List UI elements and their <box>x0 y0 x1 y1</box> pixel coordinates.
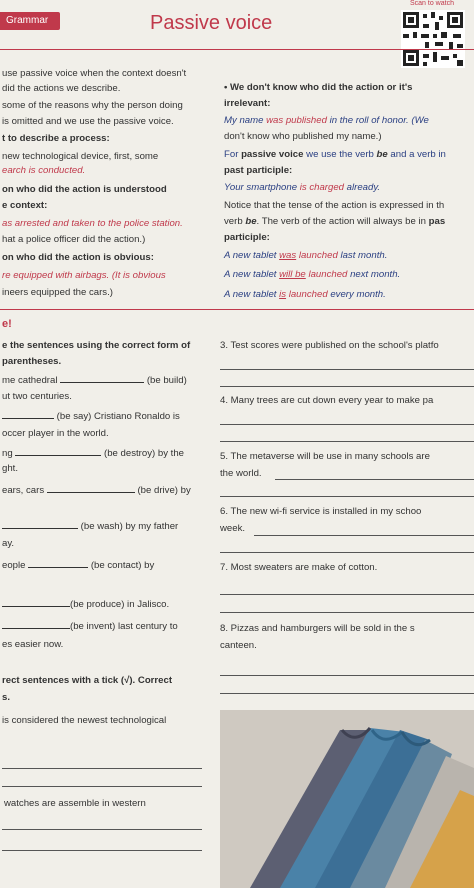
exercise-item: the world. <box>220 468 262 479</box>
answer-line[interactable] <box>220 594 474 595</box>
theory-line: don't know who published my name.) <box>224 131 382 142</box>
exercise-item: ut two centuries. <box>2 391 72 402</box>
section-divider <box>0 309 474 310</box>
exercise-instruction: parentheses. <box>2 356 62 367</box>
theory-heading: on who did the action is obvious: <box>2 252 154 263</box>
theory-example: A new tablet is launched every month. <box>224 289 386 300</box>
page-title: Passive voice <box>150 12 273 34</box>
sweaters-photo <box>220 710 474 888</box>
exercise-instruction: rect sentences with a tick (√). Correct <box>2 675 173 686</box>
theory-bullet-cont: irrelevant: <box>224 98 271 109</box>
scan-to-watch-label: Scan to watch <box>410 0 454 7</box>
theory-line: new technological device, first, some <box>2 151 159 162</box>
answer-line[interactable] <box>220 369 474 370</box>
theory-heading: t to describe a process: <box>2 133 110 144</box>
exercise-item: 6. The new wi-fi service is installed in my schoo <box>220 506 422 517</box>
theory-example: A new tablet was launched last month. <box>224 250 388 261</box>
exercise-item: 5. The metaverse will be use in many schools are <box>220 451 430 462</box>
answer-blank[interactable] <box>15 455 101 456</box>
qr-code-icon[interactable] <box>401 10 465 68</box>
theory-line: is omitted and we use the passive voice. <box>2 116 174 127</box>
theory-example: Your smartphone is charged already. <box>224 182 381 193</box>
answer-blank[interactable] <box>28 567 88 568</box>
answer-line[interactable] <box>254 535 474 536</box>
answer-line[interactable] <box>220 675 474 676</box>
exercise-item: ng (be destroy) by the <box>2 448 185 459</box>
theory-rule: For passive voice we use the verb be and a verb in <box>224 149 446 160</box>
exercise-item: 4. Many trees are cut down every year to make pa <box>220 395 434 406</box>
answer-line[interactable] <box>2 768 202 769</box>
exercise-heading: e! <box>2 318 12 330</box>
exercise-item: ay. <box>2 538 15 549</box>
theory-example: A new tablet will be launched next month. <box>224 269 401 280</box>
answer-blank[interactable] <box>2 418 54 419</box>
answer-line[interactable] <box>220 552 474 553</box>
theory-heading: on who did the action is understood <box>2 184 167 195</box>
theory-example: as arrested and taken to the police station. <box>2 218 183 229</box>
exercise-item: 3. Test scores were published on the school's platfo <box>220 340 439 351</box>
theory-line: some of the reasons why the person doing <box>2 100 183 111</box>
theory-line: use passive voice when the context doesn't <box>2 68 187 79</box>
answer-line[interactable] <box>220 496 474 497</box>
answer-line[interactable] <box>275 479 474 480</box>
exercise-item: (be wash) by my father <box>2 519 178 535</box>
exercise-item: me cathedral (be build) <box>2 375 187 386</box>
exercise-item: es easier now. <box>2 639 64 650</box>
answer-line[interactable] <box>220 612 474 613</box>
exercise-item: 8. Pizzas and hamburgers will be sold in the s <box>220 623 415 634</box>
theory-bullet: • We don't know who did the action or it's <box>224 82 413 93</box>
theory-example: My name was published in the roll of honor. (We <box>224 115 429 126</box>
grammar-tab: Grammar <box>0 12 60 30</box>
theory-rule: past participle: <box>224 165 293 176</box>
exercise-instruction: s. <box>2 692 11 703</box>
exercise-item: watches are assemble in western <box>4 798 146 809</box>
exercise-item: is considered the newest technological <box>2 715 167 726</box>
answer-line[interactable] <box>2 850 202 851</box>
theory-line: did the actions we describe. <box>2 83 121 94</box>
answer-blank[interactable] <box>2 606 70 607</box>
answer-line[interactable] <box>2 829 202 830</box>
header-divider <box>0 49 474 50</box>
answer-blank[interactable] <box>60 382 144 383</box>
exercise-item: canteen. <box>220 640 257 651</box>
theory-line: hat a police officer did the action.) <box>2 234 146 245</box>
exercise-item: week. <box>220 523 246 534</box>
theory-example: earch is conducted. <box>2 165 86 176</box>
exercise-item: 7. Most sweaters are make of cotton. <box>220 562 378 573</box>
theory-notice: participle: <box>224 232 270 243</box>
answer-line[interactable] <box>2 786 202 787</box>
exercise-item: ears, cars (be drive) by <box>2 485 191 496</box>
answer-blank[interactable] <box>2 528 78 529</box>
answer-line[interactable] <box>220 386 474 387</box>
answer-blank[interactable] <box>2 628 70 629</box>
theory-example: re equipped with airbags. (It is obvious <box>2 270 166 281</box>
theory-notice: Notice that the tense of the action is expressed in th <box>224 200 445 211</box>
exercise-item: occer player in the world. <box>2 428 109 439</box>
answer-blank[interactable] <box>47 492 135 493</box>
exercise-item: (be say) Cristiano Ronaldo is <box>2 409 180 425</box>
exercise-item: eople (be contact) by <box>2 560 155 571</box>
theory-notice: verb be. The verb of the action will always be in pas <box>224 216 446 227</box>
theory-heading: e context: <box>2 200 48 211</box>
theory-line: ineers equipped the cars.) <box>2 287 113 298</box>
answer-line[interactable] <box>220 441 474 442</box>
exercise-item: ght. <box>2 463 19 474</box>
exercise-item: (be produce) in Jalisco. <box>2 597 169 613</box>
answer-line[interactable] <box>220 693 474 694</box>
answer-line[interactable] <box>220 424 474 425</box>
exercise-instruction: e the sentences using the correct form of <box>2 340 191 351</box>
exercise-item: (be invent) last century to <box>2 619 178 635</box>
